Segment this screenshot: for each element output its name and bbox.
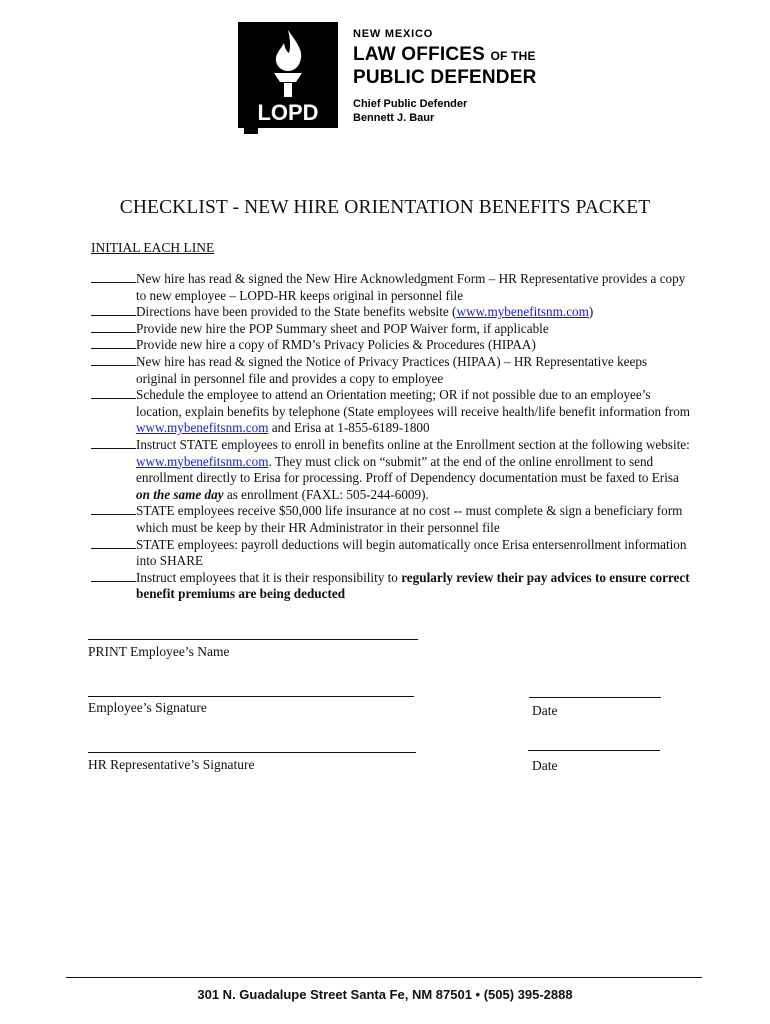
item-text — [136, 304, 691, 321]
initial-blank[interactable] — [91, 337, 136, 349]
initial-blank[interactable] — [91, 437, 136, 449]
checklist-item — [91, 337, 691, 354]
initial-blank[interactable] — [91, 537, 136, 549]
benefits-link[interactable]: www.mybenefitsnm.com — [136, 453, 269, 469]
checklist-item — [91, 354, 691, 387]
date-line-2[interactable] — [528, 750, 660, 751]
chief-public-defender — [353, 97, 537, 125]
document-title: CHECKLIST - NEW HIRE ORIENTATION BENEFITS PACKET — [119, 197, 651, 218]
checklist-item — [91, 437, 691, 503]
date-label-1: Date — [532, 703, 558, 718]
date-label-2: Date — [532, 758, 558, 773]
item-text: New hire has read & signed the New Hire Acknowledgment Form – HR Representative provides a copy to new employee – LOPD-HR keeps original in personnel file — [136, 271, 686, 303]
print-name-line[interactable] — [88, 639, 418, 640]
benefits-link[interactable]: www.mybenefitsnm.com — [456, 304, 589, 320]
item-strong: regularly review their pay advices to ensure correct benefit premiums are being deducted — [136, 569, 690, 602]
checklist-item — [91, 271, 691, 304]
item-text-part: Schedule the employee to attend an Orientation meeting; OR if not possible due to an employee’s location, explain benefits by telephone (State employees will receive health/life benefit information from — [136, 387, 691, 419]
office-line1 — [353, 44, 537, 67]
item-text — [136, 437, 691, 503]
item-text-part: Instruct employees that it is their responsibility to — [136, 569, 402, 585]
torch-handle-icon — [284, 83, 292, 97]
item-text-part: Directions have been provided to the State benefits website ( — [136, 304, 457, 320]
item-text-part: ) — [588, 304, 594, 320]
item-text: Provide new hire the POP Summary sheet and POP Waiver form, if applicable — [136, 320, 549, 336]
office-line1-small: OF THE — [490, 49, 536, 63]
item-text-part: and Erisa at 1-855-6189-1800 — [268, 420, 430, 436]
initial-blank[interactable] — [91, 387, 136, 399]
checklist-item — [91, 503, 691, 536]
item-text-part: Instruct STATE employees to enroll in benefits online at the Enrollment section at the following website: — [136, 436, 690, 452]
instruction: INITIAL EACH LINE — [91, 240, 215, 255]
footer-rule — [66, 977, 702, 978]
checklist-item — [91, 537, 691, 570]
item-text: Provide new hire a copy of RMD’s Privacy Policies & Procedures (HIPAA) — [136, 337, 536, 353]
checklist-item — [91, 570, 691, 603]
hr-signature-label: HR Representative’s Signature — [88, 757, 255, 772]
benefits-link[interactable]: www.mybenefitsnm.com — [136, 420, 269, 436]
item-text — [136, 387, 691, 437]
chief-title: Chief Public Defender — [353, 98, 468, 110]
checklist-item — [91, 387, 691, 437]
initial-blank[interactable] — [91, 354, 136, 366]
checklist-item — [91, 304, 691, 321]
item-text-part: . They must click on “submit” at the end of the online enrollment to send enrollment directly to Erisa for processing. Proff of Dependency documentation must be faxed to Erisa — [136, 453, 679, 486]
office-line2: PUBLIC DEFENDER — [353, 67, 537, 88]
item-text: STATE employees receive $50,000 life insurance at no cost -- must complete & sign a beneficiary form which must be keep by their HR Administrator in their personnel file — [136, 503, 683, 535]
initial-blank[interactable] — [91, 321, 136, 333]
item-text: New hire has read & signed the Notice of Privacy Practices (HIPAA) – HR Representative keeps original in personnel file and provides a copy to employee — [136, 353, 648, 386]
checklist-item — [91, 321, 691, 338]
item-text — [136, 570, 691, 603]
hr-signature-line[interactable] — [88, 752, 416, 753]
date-line-1[interactable] — [529, 697, 661, 698]
initial-blank[interactable] — [91, 304, 136, 316]
employee-signature-line[interactable] — [88, 696, 414, 697]
initial-blank[interactable] — [91, 503, 136, 515]
logo-text: LOPD — [257, 100, 319, 125]
chief-name: Bennett J. Baur — [353, 112, 435, 124]
initial-blank[interactable] — [91, 271, 136, 283]
print-name-label: PRINT Employee’s Name — [88, 644, 230, 659]
item-emphasis: on the same day — [136, 486, 224, 502]
checklist — [91, 271, 691, 603]
office-header — [353, 28, 537, 125]
footer-address: 301 N. Guadalupe Street Santa Fe, NM 87501 • (505) 395-2888 — [197, 987, 573, 1002]
employee-signature-label: Employee’s Signature — [88, 700, 207, 715]
lopd-logo — [238, 22, 338, 136]
office-line1-main: LAW OFFICES — [353, 44, 486, 65]
item-text-part: as enrollment (FAXL: 505-244-6009). — [223, 486, 429, 502]
initial-blank[interactable] — [91, 570, 136, 582]
state-name: NEW MEXICO — [353, 28, 434, 40]
item-text: STATE employees: payroll deductions will begin automatically once Erisa entersenrollment information into SHARE — [136, 536, 687, 569]
